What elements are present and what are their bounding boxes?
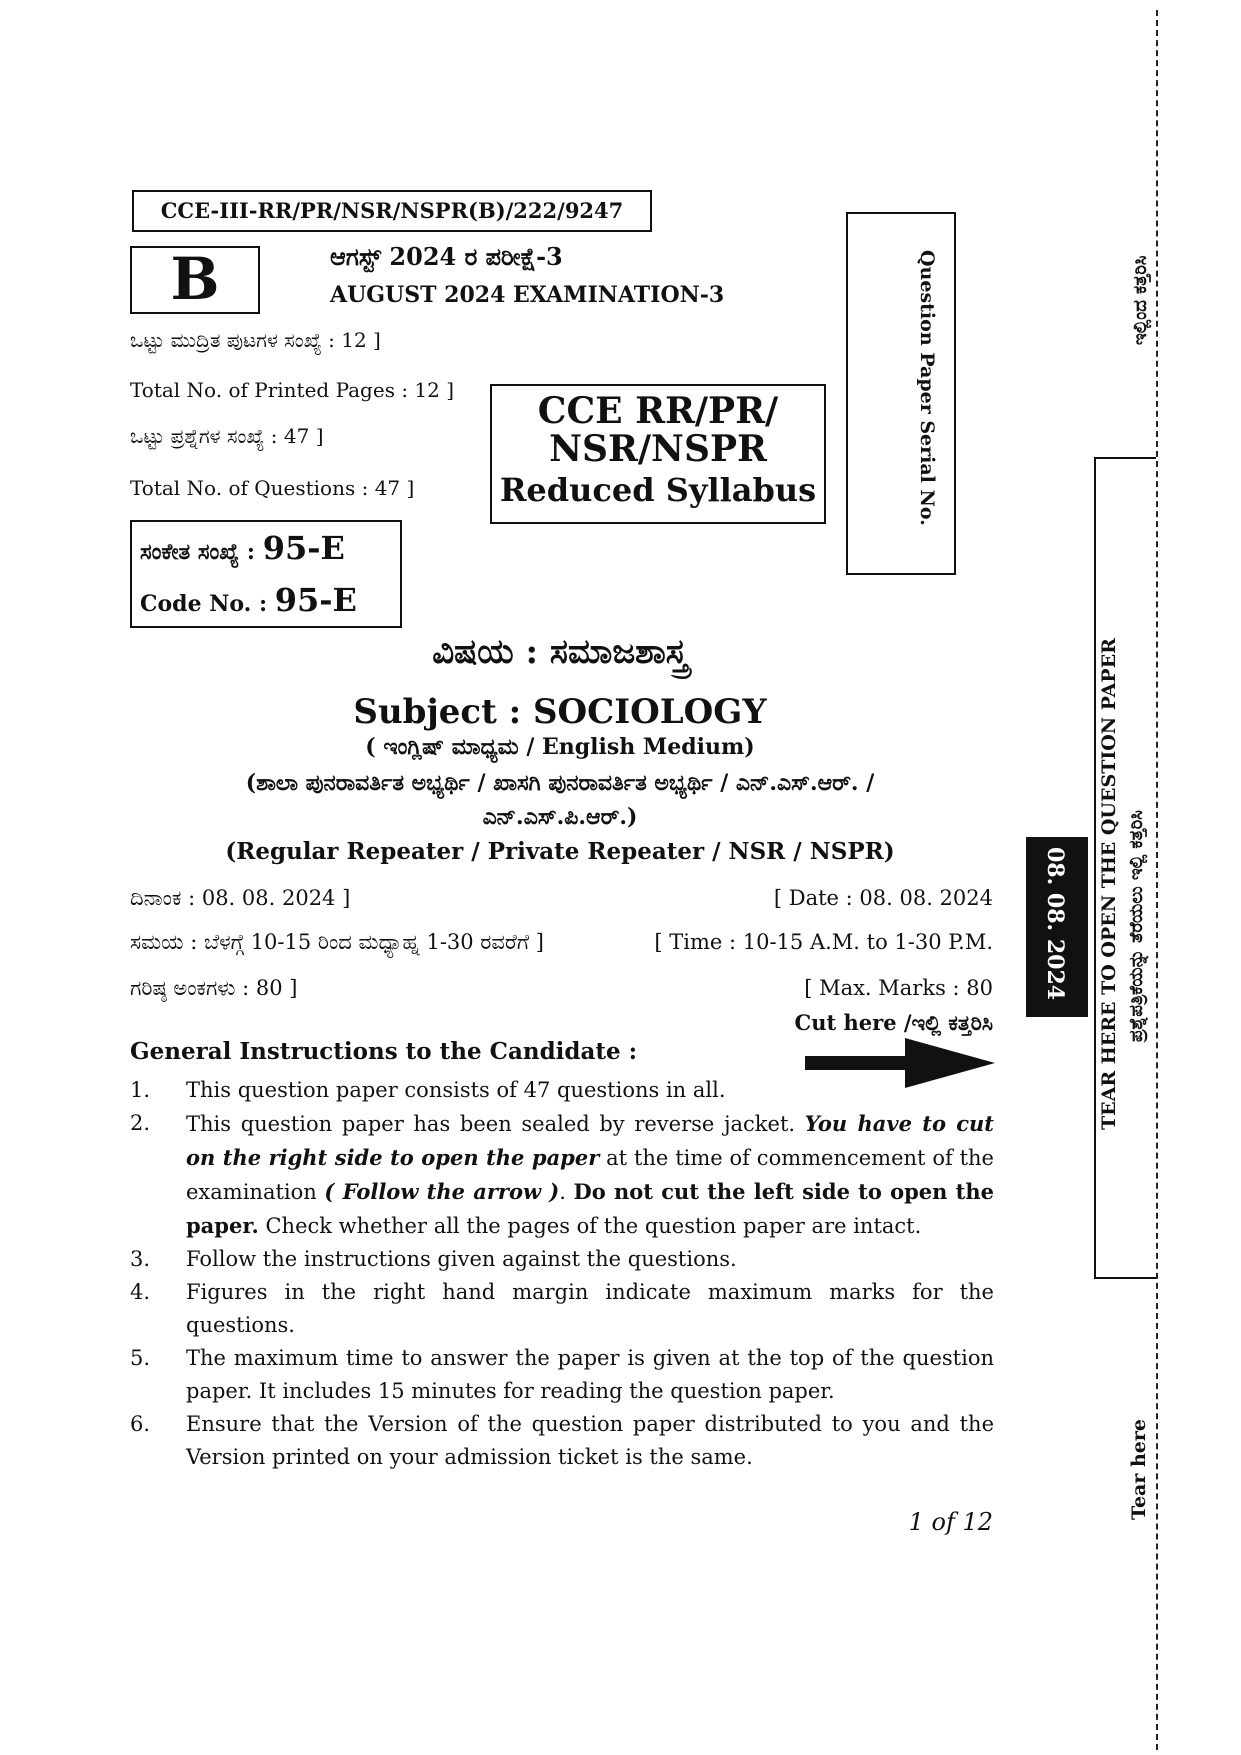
question-count-kn: ಒಟ್ಟು ಪ್ರಶ್ನೆಗಳ ಸಂಖ್ಯೆ : 47 ] [130, 424, 324, 448]
instruction-text-part: This question paper has been sealed by reverse jacket. [186, 1112, 805, 1136]
subject-en: Subject : SOCIOLOGY [353, 692, 767, 732]
tear-instruction-kn: ಪ್ರಶ್ನೆಪತ್ರಿಕೆಯನ್ನು ತೆರೆಯಲು ಇಲ್ಲಿ ಕತ್ತರಿಸಿ [1126, 810, 1147, 1042]
time-kn: ಸಮಯ : ಬೆಳಗ್ಗೆ 10-15 ರಿಂದ ಮಧ್ಯಾಹ್ನ 1-30 ರವರೆಗೆ ] [130, 930, 544, 954]
printed-pages-kn: ಒಟ್ಟು ಮುದ್ರಿತ ಪುಟಗಳ ಸಂಖ್ಯೆ : 12 ] [130, 328, 381, 352]
instruction-number: 5. [130, 1346, 151, 1370]
reference-code-box [132, 190, 652, 232]
instruction-item [130, 1074, 994, 1107]
instruction-item [130, 1276, 994, 1342]
instruction-item [130, 1408, 994, 1474]
category-en: (Regular Repeater / Private Repeater / NSR / NSPR) [225, 838, 895, 865]
instructions-list [130, 1074, 994, 1474]
instruction-item [130, 1342, 994, 1408]
syllabus-line-2: NSR/NSPR [549, 428, 767, 470]
question-count-en: Total No. of Questions : 47 ] [130, 476, 415, 500]
page-number: 1 of 12 [908, 1508, 993, 1536]
version-letter: B [170, 245, 220, 313]
instruction-emphasis: You have to cut on the right side to open the paper [186, 1111, 995, 1170]
syllabus-box [490, 384, 826, 524]
code-label-kn: ಸಂಕೇತ ಸಂಖ್ಯೆ : [140, 539, 256, 565]
tear-instruction-en: TEAR HERE TO OPEN THE QUESTION PAPER [1098, 638, 1120, 1130]
instruction-number: 3. [130, 1247, 151, 1271]
tear-dashed-line [1156, 10, 1158, 1750]
instruction-number: 4. [130, 1280, 151, 1304]
serial-number-label: Question Paper Serial No. [916, 250, 938, 526]
instruction-text: The maximum time to answer the paper is given at the top of the question paper. It includes 15 minutes for reading the question paper. [186, 1346, 994, 1403]
instruction-text: Follow the instructions given against the questions. [186, 1247, 737, 1271]
instruction-text: Figures in the right hand margin indicate maximum marks for the questions. [186, 1280, 994, 1337]
instruction-item [130, 1107, 994, 1243]
instruction-number: 2. [130, 1111, 151, 1135]
version-box [130, 246, 260, 314]
code-value-kn: 95-E [262, 529, 345, 567]
category-kn-line-1: (ಶಾಲಾ ಪುನರಾವರ್ತಿತ ಅಭ್ಯರ್ಥಿ / ಖಾಸಗಿ ಪುನರಾವರ್ತಿತ ಅಭ್ಯರ್ಥಿ / ಎನ್.ಎಸ್.ಆರ್. / [245, 770, 875, 796]
medium: ( ಇಂಗ್ಲಿಷ್ ಮಾಧ್ಯಮ / English Medium) [365, 734, 755, 760]
tear-here-label: Tear here [1128, 1419, 1150, 1520]
syllabus-line-1: CCE RR/PR/ [537, 390, 779, 432]
instructions-title: General Instructions to the Candidate : [130, 1038, 638, 1065]
instruction-number: 1. [130, 1078, 151, 1102]
instruction-emphasis: ( Follow the arrow ) [324, 1179, 560, 1204]
exam-title-en: AUGUST 2024 EXAMINATION-3 [330, 282, 725, 308]
date-kn: ದಿನಾಂಕ : 08. 08. 2024 ] [130, 886, 351, 910]
time-en: [ Time : 10-15 A.M. to 1-30 P.M. [654, 930, 993, 954]
instruction-text-part: Check whether all the pages of the question paper are intact. [258, 1214, 922, 1238]
date-strip-text: 08. 08. 2024 [1042, 847, 1068, 1001]
exam-title-kn: ಆಗಸ್ಟ್ 2024 ರ ಪರೀಕ್ಷೆ-3 [330, 242, 563, 271]
code-row-en [140, 574, 400, 626]
category-kn-line-2: ಎನ್.ಎಸ್.ಪಿ.ಆರ್.) [482, 804, 638, 830]
instruction-text [186, 1107, 994, 1243]
cut-here-label: Cut here /ಇಲ್ಲಿ ಕತ್ತರಿಸಿ [794, 1010, 993, 1035]
instruction-bold: Do not cut the left side to open the paper. [186, 1179, 995, 1238]
syllabus-line-3: Reduced Syllabus [499, 471, 817, 509]
serial-number-box [846, 212, 956, 575]
code-row-kn [140, 522, 400, 574]
date-strip [1026, 837, 1088, 1017]
date-en: [ Date : 08. 08. 2024 [773, 886, 993, 910]
max-marks-kn: ಗರಿಷ್ಠ ಅಂಕಗಳು : 80 ] [130, 976, 298, 1000]
printed-pages-en: Total No. of Printed Pages : 12 ] [130, 378, 455, 402]
code-number-box [130, 520, 402, 628]
subject-kn: ವಿಷಯ : ಸಮಾಜಶಾಸ್ತ್ರ [432, 632, 688, 672]
max-marks-en: [ Max. Marks : 80 [804, 976, 993, 1000]
instruction-text: Ensure that the Version of the question paper distributed to you and the Version printed on your admission ticket is the same. [186, 1412, 994, 1469]
code-label-en: Code No. : [140, 591, 268, 617]
instruction-item [130, 1243, 994, 1276]
instruction-text-part: . [559, 1180, 574, 1204]
instruction-text-part: at the time of commencement of the examination [186, 1146, 994, 1204]
instruction-text: This question paper consists of 47 questions in all. [186, 1078, 726, 1102]
code-value-en: 95-E [274, 581, 357, 619]
reference-code: CCE-III-RR/PR/NSR/NSPR(B)/222/9247 [160, 198, 624, 223]
cut-label-kn-top: ಇಲ್ಲಿಂದ ಕತ್ತರಿಸಿ [1130, 255, 1151, 345]
instruction-number: 6. [130, 1412, 151, 1436]
